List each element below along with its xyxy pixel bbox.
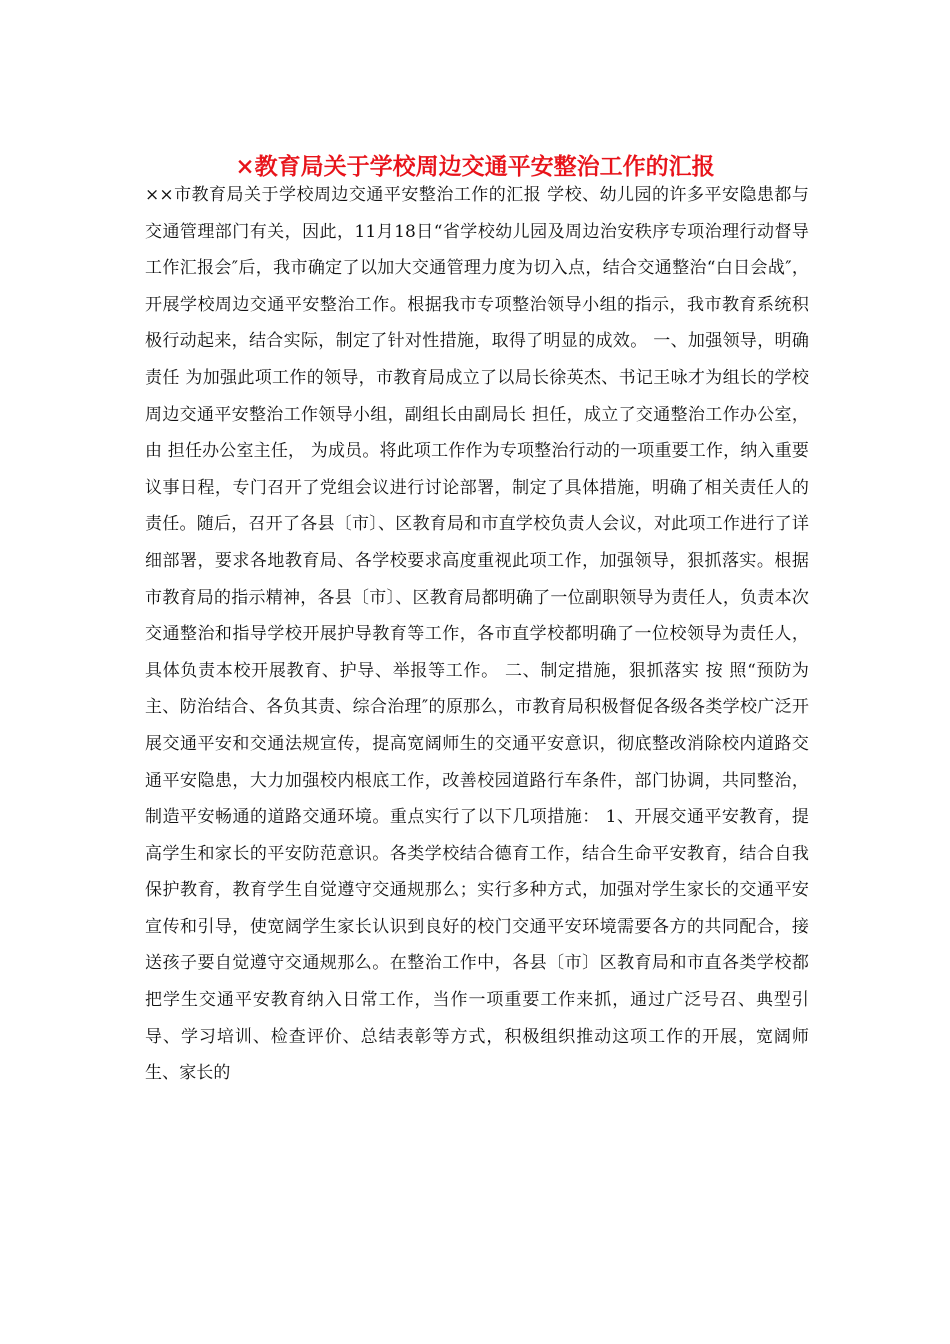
document-body: ××市教育局关于学校周边交通平安整治工作的汇报 学校、幼儿园的许多平安隐患都与交通管理部门有关，因此，11月18日“省学校幼儿园及周边治安秩序专项治理行动督导工作汇报会″后，我市确定了以加大交通管理力度为切入点，结合交通整治“白日会战″，开展学校周边交通平安整治工作。根据我市专项整治领导小组的指示，我市教育系统积极行动起来，结合实际，制定了针对性措施，取得了明显的成效。 一、加强领导，明确责任 为加强此项工作的领导，市教育局成立了以局长徐英杰、书记王咏才为组长的学校周边交通平安整治工作领导小组，副组长由副局长 担任，成立了交通整治工作办公室，由 担任办公室主任， 为成员。将此项工作作为专项整治行动的一项重要工作，纳入重要议事日程，专门召开了党组会议进行讨论部署，制定了具体措施，明确了相关责任人的责任。随后，召开了各县〔市〕、区教育局和市直学校负责人会议，对此项工作进行了详细部署，要求各地教育局、各学校要求高度重视此项工作，加强领导，狠抓落实。根据市教育局的指示精神，各县〔市〕、区教育局都明确了一位副职领导为责任人，负责本次交通整治和指导学校开展护导教育等工作，各市直学校都明确了一位校领导为责任人，具体负责本校开展教育、护导、举报等工作。 二、制定措施，狠抓落实 按 照“预防为主、防治结合、各负其责、综合治理″的原那么，市教育局积极督促各级各类学校广泛开展交通平安和交通法规宣传，提高宽阔师生的交通平安意识，彻底整改消除校内道路交通平安隐患，大力加强校内根底工作，改善校园道路行车条件，部门协调，共同整治，制造平安畅通的道路交通环境。重点实行了以下几项措施： 1、开展交通平安教育，提高学生和家长的平安防范意识。各类学校结合德育工作，结合生命平安教育，结合自我保护教育，教育学生自觉遵守交通规那么；实行多种方式，加强对学生家长的交通平安宣传和引导，使宽阔学生家长认识到良好的校门交通平安环境需要各方的共同配合，接送孩子要自觉遵守交通规那么。在整治工作中，各县〔市〕区教育局和市直各类学校都把学生交通平安教育纳入日常工作，当作一项重要工作来抓，通过广泛号召、典型引导、学习培训、检查评价、总结表彰等方式，积极组织推动这项工作的开展，宽阔师生、家长的: [145, 185, 809, 1084]
document-title: ×教育局关于学校周边交通平安整治工作的汇报: [235, 153, 715, 180]
